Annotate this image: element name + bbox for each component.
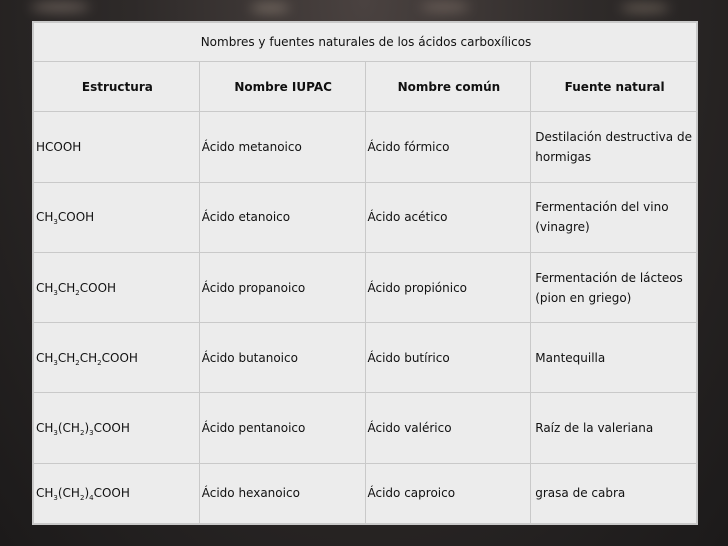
cell-natural-source: Fermentación del vino (vinagre) [531,182,697,252]
formula-part: COOH [101,350,138,365]
formula-subscript: 3 [53,429,58,438]
header-natural-source: Fuente natural [531,62,697,112]
cell-iupac-name: Ácido butanoico [199,323,365,393]
formula-part: CH [57,350,76,365]
formula-part: CH [36,421,54,436]
formula-subscript: 2 [75,288,80,297]
table-row [34,182,697,252]
formula-part: CH [57,280,76,295]
cell-structure [34,182,200,252]
formula-part: COOH [93,421,130,436]
formula-subscript: 3 [53,218,58,227]
formula-part: CH [36,486,54,501]
cell-iupac-name: Ácido hexanoico [199,463,365,523]
cell-natural-source: Raíz de la valeriana [531,393,697,463]
formula-part: CH [36,210,54,225]
formula-part: (CH [57,486,80,501]
cell-common-name: Ácido acético [365,182,531,252]
table-title-row [34,23,697,62]
background-glow [30,2,90,12]
cell-natural-source: Destilación destructiva de hormigas [531,112,697,182]
header-structure: Estructura [34,62,200,112]
formula-subscript: 4 [89,494,94,503]
cell-structure [34,463,200,523]
background-glow [620,4,670,12]
cell-iupac-name: Ácido propanoico [199,252,365,322]
table-row [34,323,697,393]
formula-subscript: 2 [79,494,85,503]
cell-structure [34,252,200,322]
table-title: Nombres y fuentes naturales de los ácidos carboxílicos [34,23,697,62]
cell-natural-source: Fermentación de lácteos (pion en griego) [531,252,697,322]
background-glow [250,4,290,12]
header-common-name: Nombre común [365,62,531,112]
cell-common-name: Ácido valérico [365,393,531,463]
cell-iupac-name: Ácido pentanoico [199,393,365,463]
formula-part: HCOOH [36,139,82,154]
table-row [34,252,697,322]
formula-subscript: 3 [89,429,94,438]
table-row [34,393,697,463]
table-row [34,463,697,523]
header-iupac-name: Nombre IUPAC [199,62,365,112]
cell-common-name: Ácido caproico [365,463,531,523]
formula-part: COOH [57,210,95,225]
cell-structure [34,112,200,182]
cell-common-name: Ácido propiónico [365,252,531,322]
formula-part: CH [36,280,54,295]
carboxylic-acids-table-container [32,21,698,525]
formula-subscript: 2 [75,358,80,367]
cell-common-name: Ácido butírico [365,323,531,393]
formula-part: COOH [93,486,130,501]
cell-common-name: Ácido fórmico [365,112,531,182]
formula-subscript: 2 [97,358,102,367]
formula-part: ) [84,421,90,436]
cell-iupac-name: Ácido metanoico [199,112,365,182]
cell-structure [34,323,200,393]
formula-part: COOH [79,280,117,295]
cell-iupac-name: Ácido etanoico [199,182,365,252]
formula-subscript: 3 [53,288,58,297]
formula-subscript: 3 [53,358,58,367]
formula-part: CH [79,350,98,365]
background-glow [420,2,470,12]
formula-part: (CH [57,421,80,436]
formula-part: CH [36,350,54,365]
formula-part: ) [84,486,90,501]
carboxylic-acids-table [33,22,697,524]
formula-subscript: 2 [79,429,85,438]
cell-natural-source: grasa de cabra [531,463,697,523]
cell-natural-source: Mantequilla [531,323,697,393]
formula-subscript: 3 [53,494,58,503]
cell-structure [34,393,200,463]
table-header-row [34,62,697,112]
table-row [34,112,697,182]
